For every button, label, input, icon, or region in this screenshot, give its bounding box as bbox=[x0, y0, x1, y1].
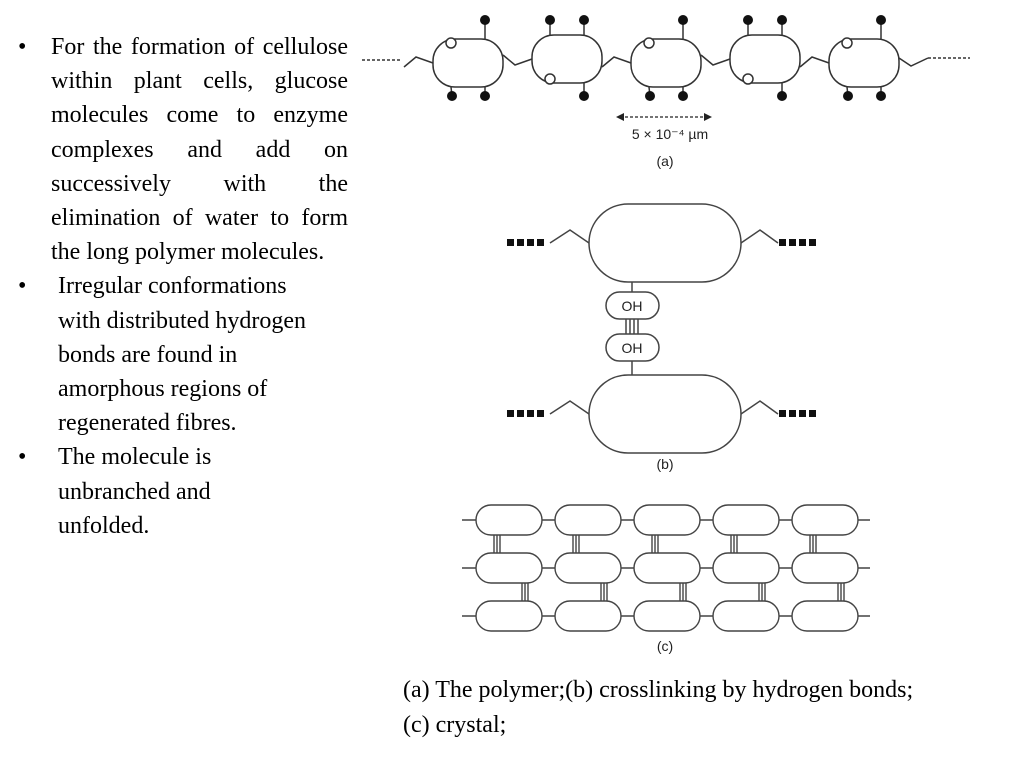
bullet-text: The molecule is unbranched and unfolded. bbox=[58, 444, 212, 539]
glycosidic-bond bbox=[800, 57, 829, 67]
glucose-unit-top bbox=[589, 204, 741, 282]
bullet-text: For the formation of cellulose within plant cells, glucose molecules come to enzyme complexes and add on successively with the elimination of water to form the long polymer molecules. bbox=[51, 34, 348, 266]
hydroxyl-dot bbox=[447, 91, 457, 101]
hydroxyl-dot bbox=[876, 15, 886, 25]
hydroxyl-dot bbox=[645, 91, 655, 101]
hydroxyl-dot bbox=[480, 15, 490, 25]
ring-oxygen-circle bbox=[545, 74, 555, 84]
glucose-unit bbox=[532, 35, 602, 83]
glucose-unit bbox=[433, 39, 503, 87]
glucose-unit bbox=[713, 553, 779, 583]
glycosidic-bond bbox=[503, 55, 532, 65]
oh-label-bottom: OH bbox=[621, 340, 643, 356]
bullet-marker: • bbox=[18, 34, 27, 60]
panel-b-label: (b) bbox=[656, 456, 674, 472]
scale-bar bbox=[616, 113, 712, 121]
scale-label: 5 × 10⁻⁴ µm bbox=[631, 126, 709, 142]
hydroxyl-dot bbox=[843, 91, 853, 101]
glycosidic-bond bbox=[701, 55, 730, 65]
ring-oxygen-circle bbox=[842, 38, 852, 48]
glucose-unit bbox=[713, 601, 779, 631]
glucose-unit bbox=[555, 505, 621, 535]
glucose-unit bbox=[476, 553, 542, 583]
hydroxyl-dot bbox=[678, 15, 688, 25]
figure-caption: (a) The polymer;(b) crosslinking by hydrogen bonds; (c) crystal; bbox=[403, 677, 914, 738]
ring-oxygen-circle bbox=[743, 74, 753, 84]
glucose-unit-bottom bbox=[589, 375, 741, 453]
glucose-unit bbox=[792, 505, 858, 535]
glucose-unit bbox=[555, 601, 621, 631]
glucose-unit bbox=[476, 601, 542, 631]
hydroxyl-dot bbox=[579, 91, 589, 101]
glucose-unit bbox=[631, 39, 701, 87]
bond-top-right bbox=[741, 230, 778, 243]
hydroxyl-dot bbox=[777, 91, 787, 101]
panel-b-crosslinking bbox=[550, 204, 778, 453]
glucose-unit bbox=[555, 553, 621, 583]
bullet-text: Irregular conformations with distributed hydrogen bonds are found in amorphous regions of regenerated fibres. bbox=[58, 273, 306, 437]
panel-c-label: (c) bbox=[656, 638, 674, 654]
ring-oxygen-circle bbox=[644, 38, 654, 48]
panel-c-crystal-lattice bbox=[462, 505, 870, 631]
glucose-unit bbox=[634, 505, 700, 535]
glucose-unit bbox=[634, 601, 700, 631]
bond-top-left bbox=[550, 230, 589, 243]
hydroxyl-dot bbox=[480, 91, 490, 101]
glucose-unit bbox=[792, 553, 858, 583]
bullet-marker: • bbox=[18, 444, 27, 471]
hydroxyl-dot bbox=[579, 15, 589, 25]
glucose-unit bbox=[476, 505, 542, 535]
glucose-unit bbox=[730, 35, 800, 83]
hydroxyl-dot bbox=[743, 15, 753, 25]
bond-bottom-right bbox=[741, 401, 778, 414]
hydroxyl-dot bbox=[876, 91, 886, 101]
ring-oxygen-circle bbox=[446, 38, 456, 48]
hydroxyl-dot bbox=[777, 15, 787, 25]
glucose-unit bbox=[634, 553, 700, 583]
glucose-unit bbox=[792, 601, 858, 631]
hydroxyl-dot bbox=[678, 91, 688, 101]
glucose-unit bbox=[713, 505, 779, 535]
bullet-marker: • bbox=[18, 273, 27, 300]
hydroxyl-dot bbox=[545, 15, 555, 25]
glycosidic-bond bbox=[602, 57, 631, 67]
bond-bottom-left bbox=[550, 401, 589, 414]
glycosidic-bond bbox=[899, 58, 928, 66]
glucose-unit bbox=[829, 39, 899, 87]
oh-label-top: OH bbox=[621, 298, 643, 314]
panel-a-label: (a) bbox=[656, 153, 674, 169]
panel-a-polymer-chain bbox=[362, 15, 970, 101]
glycosidic-bond bbox=[404, 57, 433, 67]
